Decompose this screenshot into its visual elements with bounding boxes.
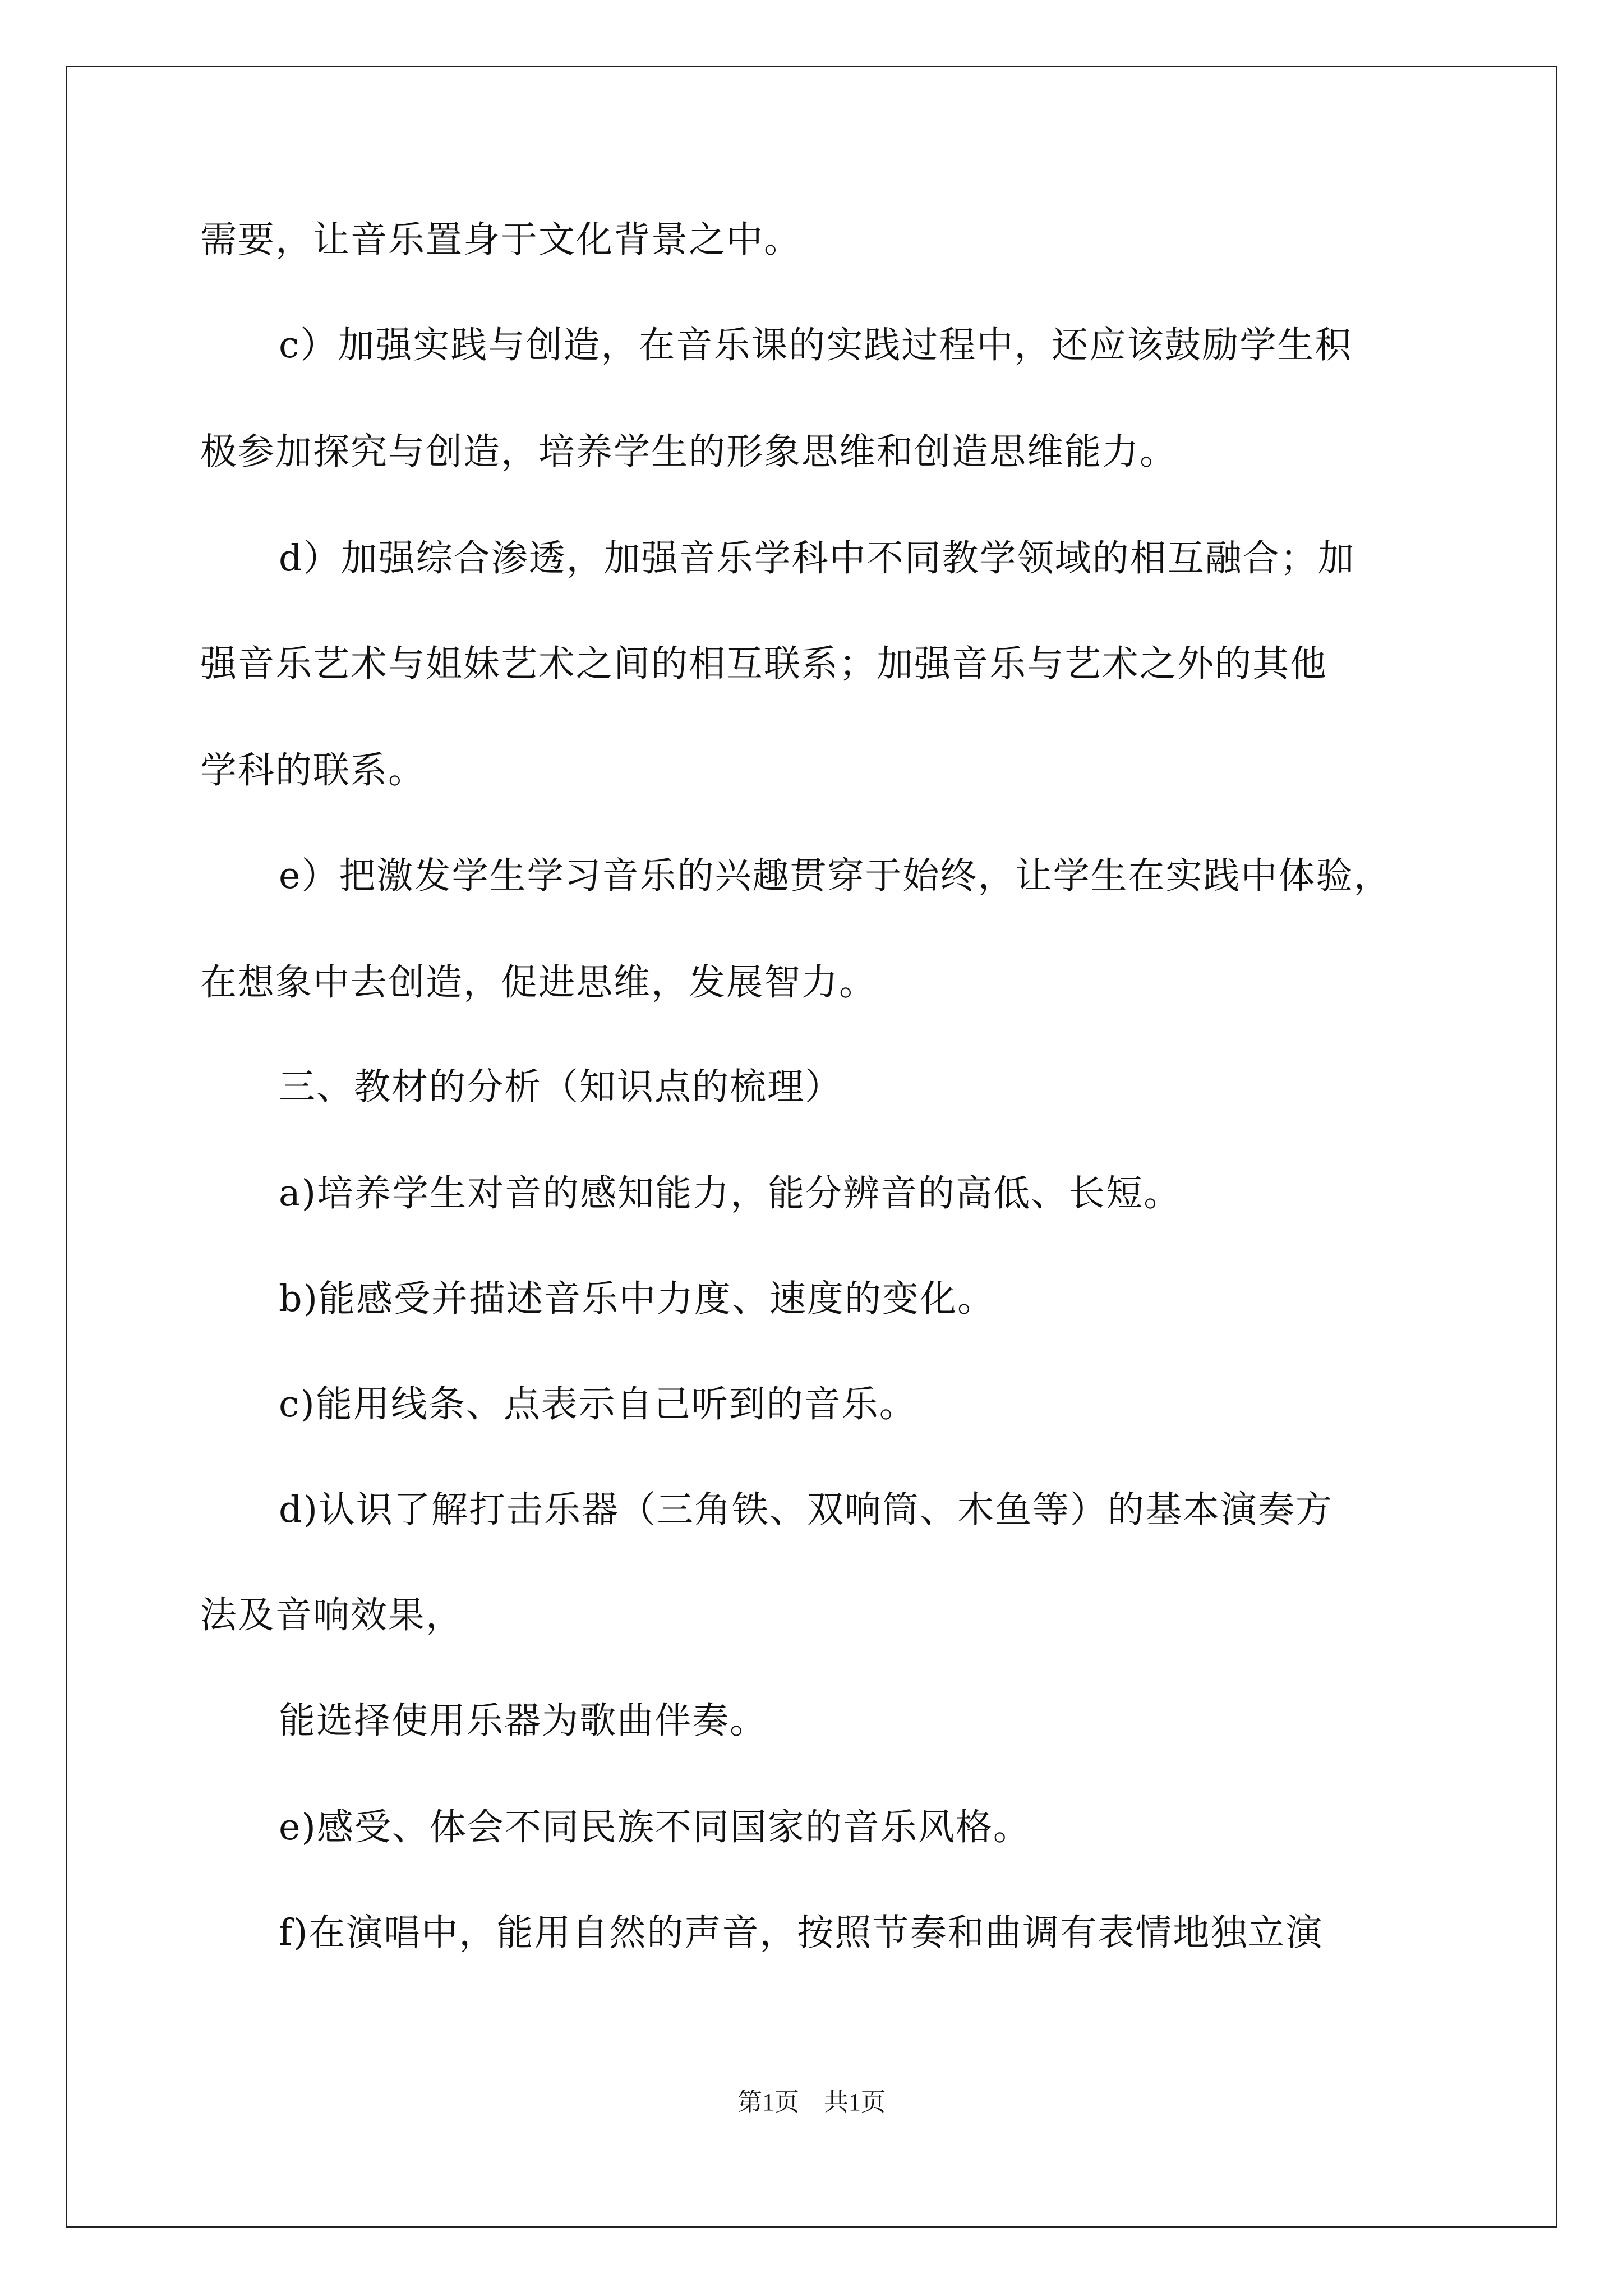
text-line: f)在演唱中，能用自然的声音，按照节奏和曲调有表情地独立演 — [279, 1912, 1324, 1954]
text-line: d)认识了解打击乐器（三角铁、双响筒、木鱼等）的基本演奏方 — [279, 1489, 1333, 1531]
text-line: c)能用线条、点表示自己听到的音乐。 — [279, 1383, 917, 1425]
text-line: b)能感受并描述音乐中力度、速度的变化。 — [279, 1278, 995, 1320]
text-line: a)培养学生对音的感知能力，能分辨音的高低、长短。 — [279, 1172, 1182, 1214]
text-line: d）加强综合渗透，加强音乐学科中不同教学领域的相互融合；加 — [279, 537, 1355, 579]
text-line: e）把激发学生学习音乐的兴趣贯穿于始终，让学生在实践中体验， — [279, 855, 1391, 897]
text-line: e)感受、体会不同民族不同国家的音乐风格。 — [279, 1806, 1031, 1848]
text-line: 在想象中去创造，促进思维，发展智力。 — [200, 961, 877, 1004]
page-border — [66, 66, 1557, 2228]
text-line: c）加强实践与创造，在音乐课的实践过程中，还应该鼓励学生积 — [279, 324, 1353, 366]
text-line: 需要，让音乐置身于文化背景之中。 — [200, 219, 802, 261]
text-line: 能选择使用乐器为歌曲伴奏。 — [279, 1700, 768, 1742]
page-number-footer: 第1页 共1页 — [737, 2088, 886, 2116]
text-line: 极参加探究与创造，培养学生的形象思维和创造思维能力。 — [200, 431, 1178, 473]
text-line: 强音乐艺术与姐妹艺术之间的相互联系；加强音乐与艺术之外的其他 — [200, 643, 1328, 685]
section-heading: 三、教材的分析（知识点的梳理） — [279, 1066, 843, 1108]
text-line: 法及音响效果， — [200, 1594, 464, 1636]
text-line: 学科的联系。 — [200, 749, 426, 792]
